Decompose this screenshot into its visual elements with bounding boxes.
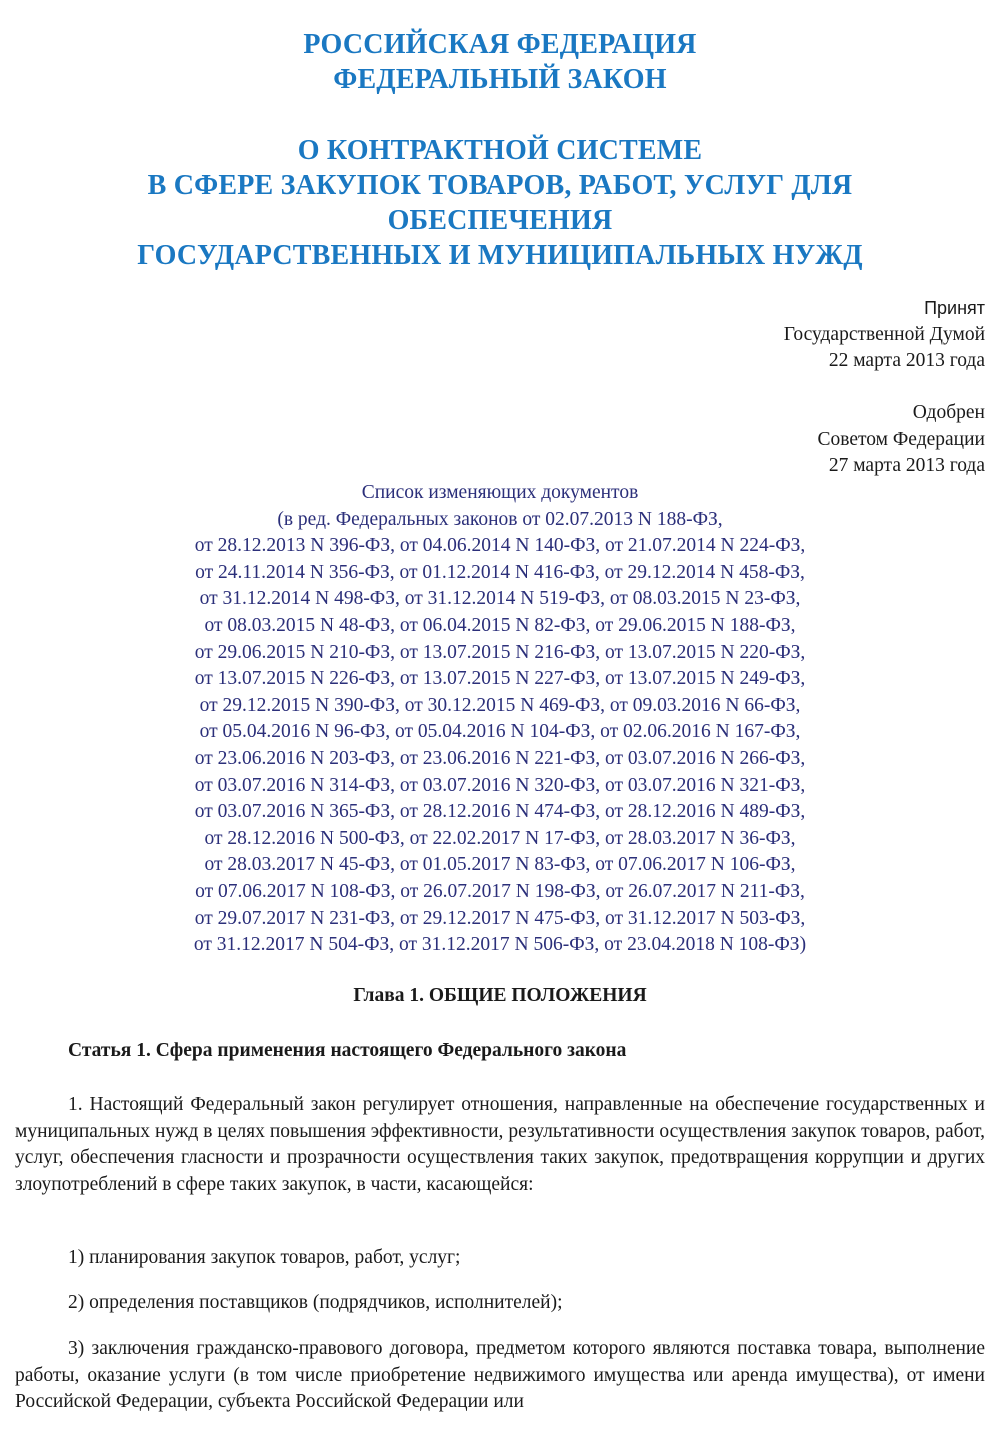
- document-header: [0, 27, 1000, 273]
- approved-date: 27 марта 2013 года: [828, 455, 985, 476]
- law-title-line: В СФЕРЕ ЗАКУПОК ТОВАРОВ, РАБОТ, УСЛУГ ДЛЯ: [147, 170, 853, 201]
- law-title-line: О КОНТРАКТНОЙ СИСТЕМЕ: [297, 135, 703, 166]
- adopted-block: [784, 295, 985, 375]
- amendments-line: от 31.12.2017 N 504-ФЗ, от 31.12.2017 N 506-ФЗ, от 23.04.2018 N 108-ФЗ): [193, 934, 807, 956]
- country-heading: РОССИЙСКАЯ ФЕДЕРАЦИЯ: [303, 29, 697, 60]
- article-heading: Статья 1. Сфера применения настоящего Федерального закона: [68, 1040, 627, 1061]
- amendments-line: от 03.07.2016 N 365-ФЗ, от 28.12.2016 N 474-ФЗ, от 28.12.2016 N 489-ФЗ,: [194, 801, 806, 823]
- adopted-label: Принят: [924, 298, 985, 318]
- paragraph: 1. Настоящий Федеральный закон регулирует отношения, направленные на обеспечение государственных и муниципальных нужд в целях повышения эффективности, результативности осуществления закупок товаров, работ, услуг, обеспечения гласности и прозрачности осуществления таких закупок, предотвращения коррупции и других злоупотреблений в сфере таких закупок, в части, касающейся:: [15, 1094, 985, 1196]
- amendments-line: (в ред. Федеральных законов от 02.07.2013 N 188-ФЗ,: [277, 508, 723, 530]
- amendments-line: от 28.12.2013 N 396-ФЗ, от 04.06.2014 N 140-ФЗ, от 21.07.2014 N 224-ФЗ,: [194, 535, 806, 557]
- amendments-line: от 07.06.2017 N 108-ФЗ, от 26.07.2017 N 198-ФЗ, от 26.07.2017 N 211-ФЗ,: [195, 880, 805, 902]
- amendments-line: от 31.12.2014 N 498-ФЗ, от 31.12.2014 N 519-ФЗ, от 08.03.2015 N 23-ФЗ,: [199, 588, 801, 610]
- law-type-heading: ФЕДЕРАЛЬНЫЙ ЗАКОН: [333, 64, 667, 95]
- amendments-line: от 28.03.2017 N 45-ФЗ, от 01.05.2017 N 83-ФЗ, от 07.06.2017 N 106-ФЗ,: [204, 854, 796, 876]
- amendments-line: от 29.06.2015 N 210-ФЗ, от 13.07.2015 N 216-ФЗ, от 13.07.2015 N 220-ФЗ,: [194, 641, 806, 663]
- list-item: 1) планирования закупок товаров, работ, услуг;: [68, 1247, 461, 1268]
- list-item: 2) определения поставщиков (подрядчиков, исполнителей);: [68, 1292, 563, 1313]
- adopted-by: Государственной Думой: [783, 323, 985, 345]
- law-title-line: ГОСУДАРСТВЕННЫХ И МУНИЦИПАЛЬНЫХ НУЖД: [137, 240, 863, 271]
- chapter-heading: Глава 1. ОБЩИЕ ПОЛОЖЕНИЯ: [353, 985, 647, 1006]
- amendments-line: от 03.07.2016 N 314-ФЗ, от 03.07.2016 N 320-ФЗ, от 03.07.2016 N 321-ФЗ,: [194, 774, 806, 796]
- amendments-line: от 05.04.2016 N 96-ФЗ, от 05.04.2016 N 104-ФЗ, от 02.06.2016 N 167-ФЗ,: [199, 721, 801, 743]
- amendments-line: от 29.07.2017 N 231-ФЗ, от 29.12.2017 N 475-ФЗ, от 31.12.2017 N 503-ФЗ,: [194, 907, 806, 929]
- approved-block: [818, 400, 985, 480]
- amendments-line: от 23.06.2016 N 203-ФЗ, от 23.06.2016 N 221-ФЗ, от 03.07.2016 N 266-ФЗ,: [194, 747, 806, 769]
- list-item: 3) заключения гражданско-правового договора, предметом которого являются поставка товара, выполнение работы, оказание услуги (в том числе приобретение недвижимого имущества или аренда имущества), от имени Российской Федерации, субъекта Российской Федерации или: [15, 1338, 985, 1413]
- amendments-list: [0, 480, 1000, 959]
- adopted-date: 22 марта 2013 года: [828, 350, 985, 371]
- amendments-line: от 29.12.2015 N 390-ФЗ, от 30.12.2015 N 469-ФЗ, от 09.03.2016 N 66-ФЗ,: [199, 694, 801, 716]
- law-title-line: ОБЕСПЕЧЕНИЯ: [387, 205, 613, 236]
- approved-by: Советом Федерации: [817, 428, 985, 450]
- amendments-line: от 24.11.2014 N 356-ФЗ, от 01.12.2014 N 416-ФЗ, от 29.12.2014 N 458-ФЗ,: [195, 561, 805, 583]
- amendments-line: от 08.03.2015 N 48-ФЗ, от 06.04.2015 N 82-ФЗ, от 29.06.2015 N 188-ФЗ,: [204, 614, 796, 636]
- amendments-line: от 13.07.2015 N 226-ФЗ, от 13.07.2015 N 227-ФЗ, от 13.07.2015 N 249-ФЗ,: [194, 668, 806, 690]
- approved-label: Одобрен: [912, 402, 985, 423]
- amendments-line: от 28.12.2016 N 500-ФЗ, от 22.02.2017 N 17-ФЗ, от 28.03.2017 N 36-ФЗ,: [204, 827, 796, 849]
- amendments-heading: Список изменяющих документов: [361, 482, 639, 503]
